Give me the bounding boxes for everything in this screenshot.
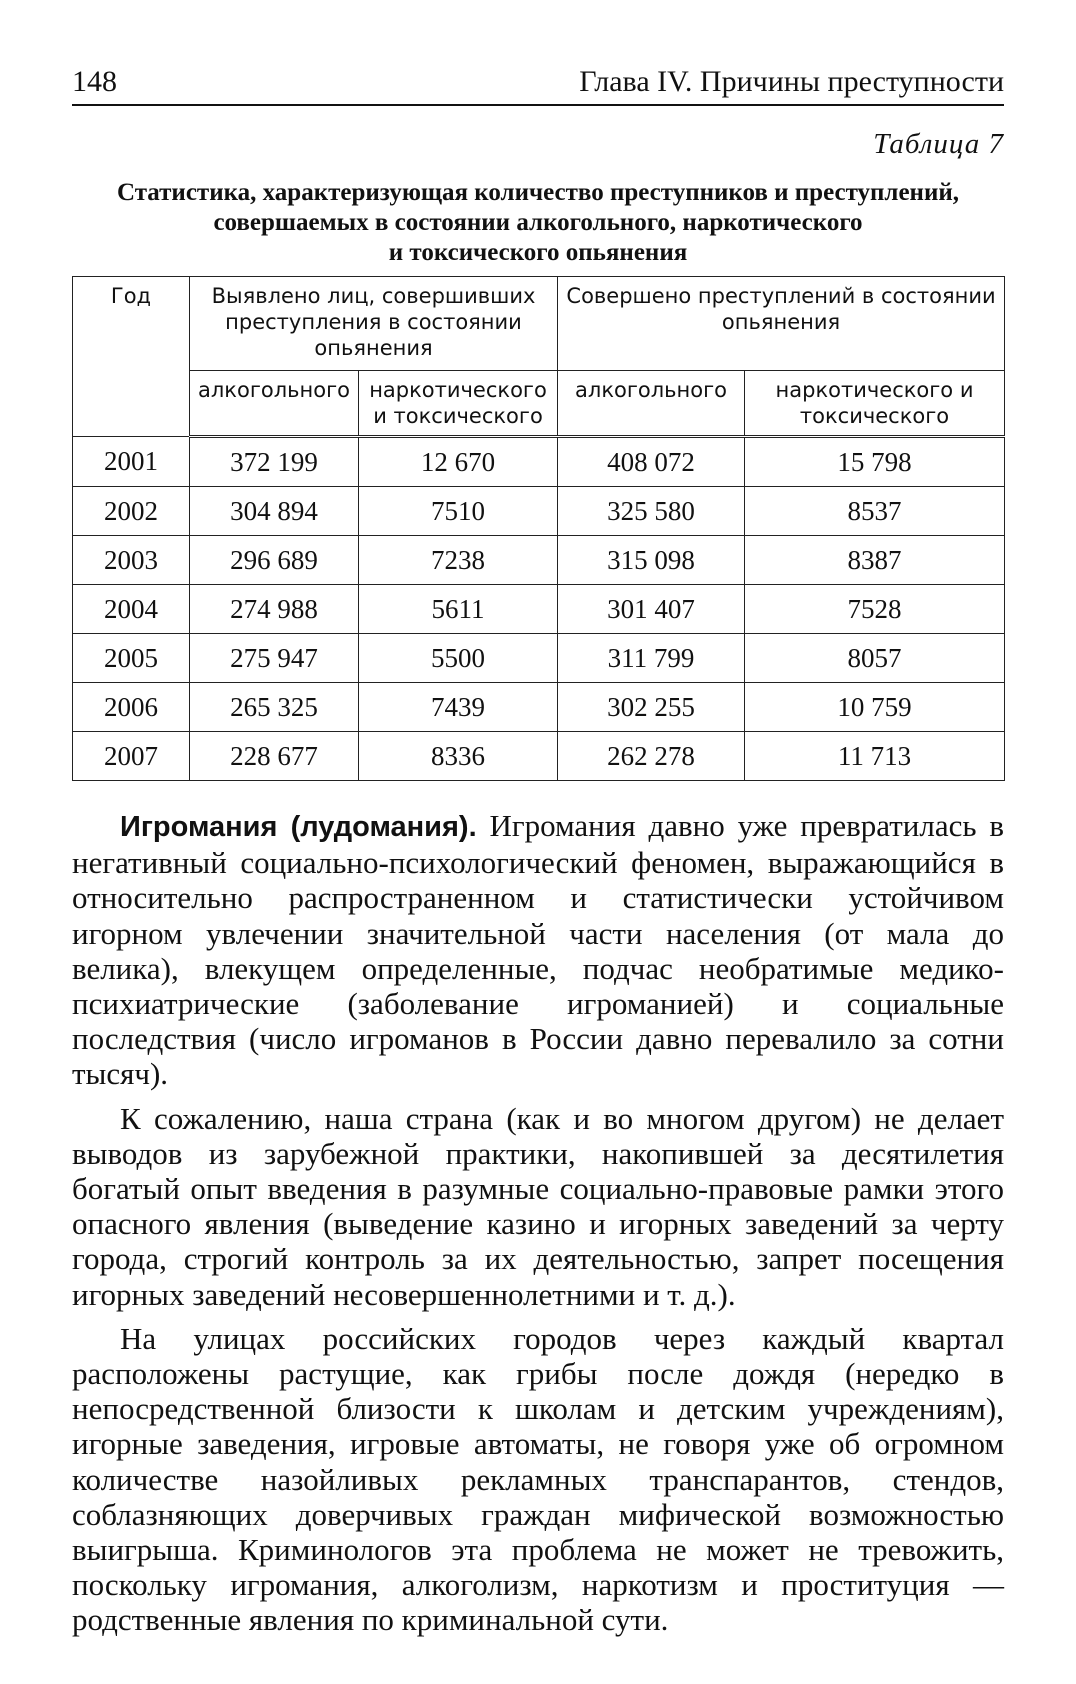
header-crimes-group: Совершено преступлений в состоянии опьянения	[558, 277, 1005, 371]
cell-crimes-drug: 10 759	[745, 683, 1005, 732]
cell-persons-drug: 12 670	[359, 437, 558, 487]
paragraph-text: Игромания давно уже превратилась в негативный социально-психологический феномен, выражающийся в относительно распространенном и статистически устойчивом игорном увлечении значительной части населения (от мала до велика), влекущем определенные, подчас необратимые медико-психиатрические (заболевание игроманией) и социальные последствия (число игроманов в России давно перевалило за сотни тысяч).	[72, 808, 1004, 1092]
cell-persons-alcohol: 274 988	[190, 585, 359, 634]
header-persons-drug: наркотического и токсического	[359, 371, 558, 437]
cell-year: 2007	[73, 732, 190, 781]
cell-year: 2002	[73, 487, 190, 536]
statistics-table	[72, 276, 1005, 781]
cell-persons-drug: 7439	[359, 683, 558, 732]
table-row	[73, 683, 1005, 732]
header-rule	[72, 104, 1004, 106]
header-persons-alcohol: алкогольного	[190, 371, 359, 437]
table-title-line: Статистика, характеризующая количество преступников и преступлений,	[116, 179, 960, 206]
cell-crimes-alcohol: 302 255	[558, 683, 745, 732]
cell-persons-alcohol: 296 689	[190, 536, 359, 585]
paragraph: К сожалению, наша страна (как и во многом другом) не делает выводов из зарубежной практики, накопившей за десятилетия богатый опыт введения в разумные социально-правовые рамки этого опасного явления (выведение казино и игорных заведений за черту города, строгий контроль за их деятельностью, запрет посещения игорных заведений несовершеннолетними и т. д.).	[72, 1100, 1004, 1312]
paragraph-lead-heading: Игромания (лудомания).	[120, 811, 477, 843]
page-number: 148	[72, 65, 117, 98]
cell-persons-alcohol: 228 677	[190, 732, 359, 781]
table-label: Таблица 7	[873, 128, 1004, 160]
table-row	[73, 536, 1005, 585]
cell-persons-alcohol: 304 894	[190, 487, 359, 536]
cell-crimes-drug: 8057	[745, 634, 1005, 683]
running-head	[72, 62, 1004, 106]
cell-persons-alcohol: 372 199	[190, 437, 359, 487]
table-title-line: и токсического опьянения	[388, 239, 688, 266]
cell-crimes-drug: 7528	[745, 585, 1005, 634]
cell-persons-drug: 5611	[359, 585, 558, 634]
cell-persons-alcohol: 265 325	[190, 683, 359, 732]
cell-crimes-drug: 11 713	[745, 732, 1005, 781]
header-persons-group: Выявлено лиц, совершивших преступления в состоянии опьянения	[190, 277, 558, 371]
table-row	[73, 585, 1005, 634]
cell-persons-drug: 5500	[359, 634, 558, 683]
cell-persons-drug: 7238	[359, 536, 558, 585]
cell-crimes-alcohol: 301 407	[558, 585, 745, 634]
paragraph: На улицах российских городов через каждый квартал расположены растущие, как грибы после дождя (нередко в непосредственной близости к школам и детским учреждениям), игорные заведения, игровые автоматы, не говоря уже об огромном количестве назойливых рекламных транспарантов, стендов, соблазняющих доверчивых граждан мифической возможностью выигрыша. Криминологов эта проблема не может не тревожить, поскольку игромания, алкоголизм, наркотизм и проституция — родственные явления по криминальной сути.	[72, 1320, 1004, 1638]
cell-year: 2005	[73, 634, 190, 683]
cell-year: 2004	[73, 585, 190, 634]
cell-crimes-alcohol: 408 072	[558, 437, 745, 487]
cell-persons-drug: 7510	[359, 487, 558, 536]
table-row	[73, 732, 1005, 781]
table-row	[73, 437, 1005, 487]
cell-year: 2003	[73, 536, 190, 585]
cell-year: 2006	[73, 683, 190, 732]
header-crimes-drug: наркотического и токсического	[745, 371, 1005, 437]
cell-persons-drug: 8336	[359, 732, 558, 781]
header-crimes-alcohol: алкогольного	[558, 371, 745, 437]
cell-crimes-alcohol: 311 799	[558, 634, 745, 683]
cell-persons-alcohol: 275 947	[190, 634, 359, 683]
cell-year: 2001	[73, 437, 190, 487]
table-row	[73, 634, 1005, 683]
chapter-title: Глава IV. Причины преступности	[579, 65, 1004, 98]
cell-crimes-alcohol: 315 098	[558, 536, 745, 585]
body-text	[72, 808, 1004, 1647]
cell-crimes-alcohol: 262 278	[558, 732, 745, 781]
cell-crimes-alcohol: 325 580	[558, 487, 745, 536]
paragraph	[72, 808, 1004, 1092]
cell-crimes-drug: 8387	[745, 536, 1005, 585]
cell-crimes-drug: 8537	[745, 487, 1005, 536]
table-title-line: совершаемых в состоянии алкогольного, наркотического	[213, 209, 863, 236]
table-title	[72, 178, 1004, 268]
table-row	[73, 487, 1005, 536]
cell-crimes-drug: 15 798	[745, 437, 1005, 487]
header-year: Год	[73, 277, 190, 437]
